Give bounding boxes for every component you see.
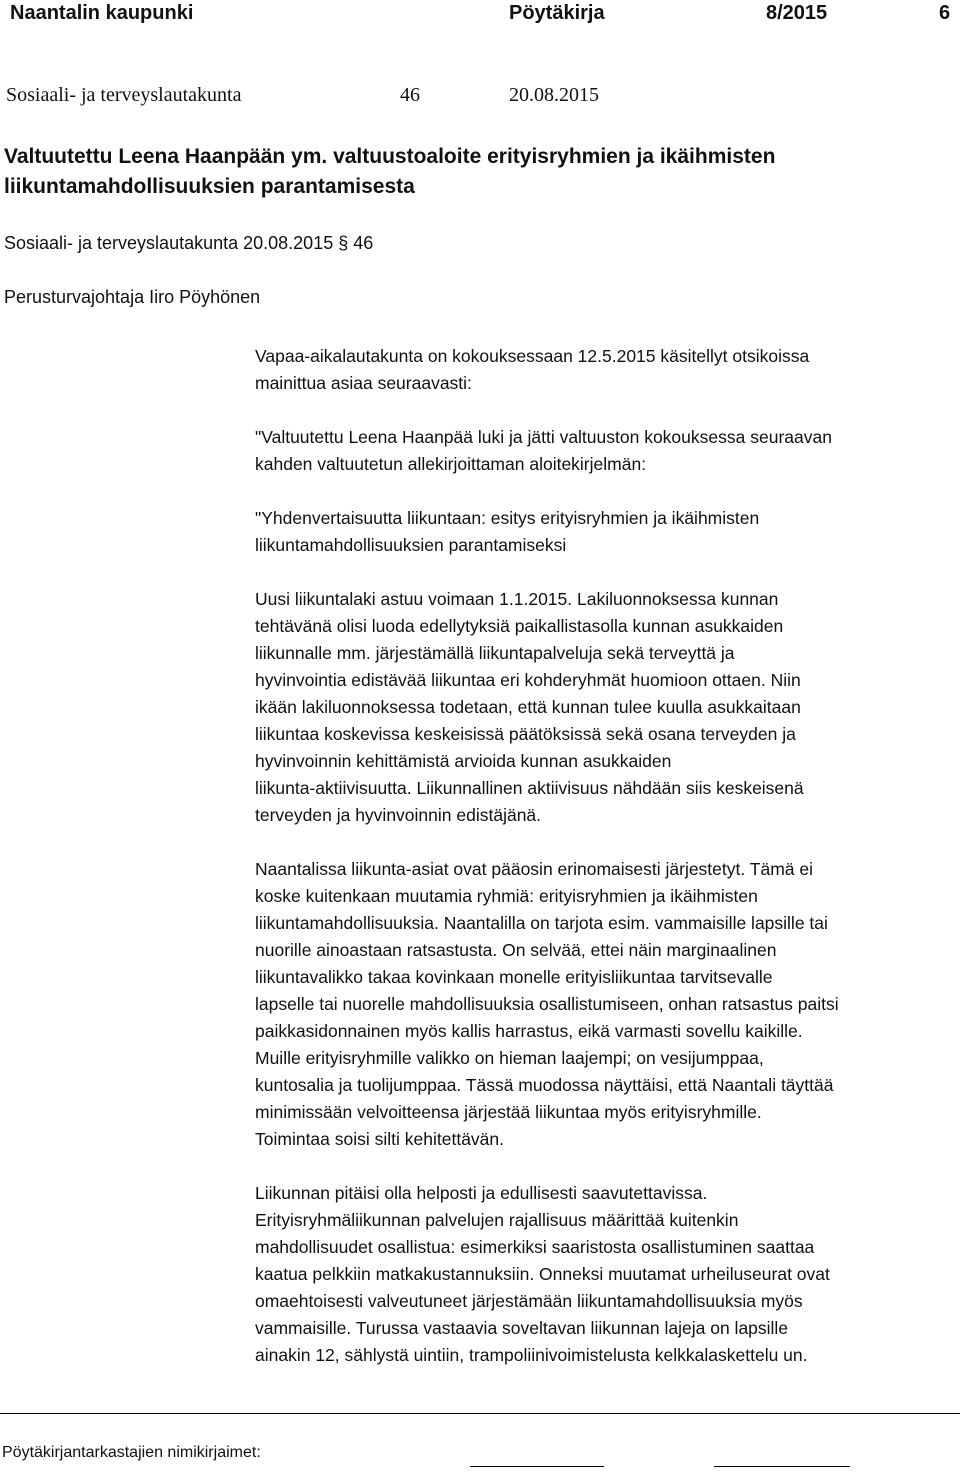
organization-name: Naantalin kaupunki [10,2,194,24]
meeting-date: 20.08.2015 [509,84,599,106]
text-line: ikään lakiluonnoksessa todetaan, että kunnan tulee kuulla asukkaitaan [255,697,801,717]
paragraph [255,343,960,397]
document-type: Pöytäkirja [509,2,605,24]
text-line: ainakin 12, sählystä uintiin, trampoliinivoimistelusta kelkkalaskettelu un. [255,1345,808,1365]
text-line: terveyden ja hyvinvoinnin edistäjänä. [255,805,542,825]
text-line: Uusi liikuntalaki astuu voimaan 1.1.2015. Lakiluonnoksessa kunnan [255,589,779,609]
text-line: liikuntaa koskevissa keskeisissä päätöksissä sekä osana terveyden ja [255,724,796,744]
text-line: Toimintaa soisi silti kehitettävän. [255,1129,504,1149]
text-line: tehtävänä olisi luoda edellytyksiä paikallistasolla kunnan asukkaiden [255,616,784,636]
paragraph [255,424,960,478]
section-number: 46 [400,84,420,106]
document-number: 8/2015 [766,2,828,24]
signature-line-1[interactable] [470,1466,604,1467]
text-line: omaehtoisesti valveutuneet järjestämään liikuntamahdollisuuksia myös [255,1291,803,1311]
text-line: lapselle tai nuorelle mahdollisuuksia osallistumiseen, onhan ratsastus paitsi [255,994,839,1014]
footer-divider [0,1413,960,1414]
text-line: "Yhdenvertaisuutta liikuntaan: esitys erityisryhmien ja ikäihmisten [255,508,760,528]
paragraph [255,856,960,1153]
page-number: 6 [939,2,951,24]
text-line: Muille erityisryhmille valikko on hieman laajempi; on vesijumppaa, [255,1048,764,1068]
text-line: kaatua pelkkiin matkakustannuksiin. Onneksi muutamat urheiluseurat ovat [255,1264,830,1284]
text-line: Erityisryhmäliikunnan palvelujen rajallisuus määrittää kuitenkin [255,1210,739,1230]
text-line: Naantalissa liikunta-asiat ovat pääosin erinomaisesti järjestetyt. Tämä ei [255,859,814,879]
text-line: liikuntamahdollisuuksia. Naantalilla on tarjota esim. vammaisille lapsille tai [255,913,828,933]
text-line: nuorille ainoastaan ratsastusta. On selvää, ettei näin marginaalinen [255,940,777,960]
text-line: mainittua asiaa seuraavasti: [255,373,472,393]
text-line: vammaisille. Turussa vastaavia soveltavan liikunnan lajeja on lapsille [255,1318,789,1338]
text-line: liikuntamahdollisuuksien parantamiseksi [255,535,567,555]
text-line: mahdollisuudet osallistua: esimerkiksi saaristosta osallistuminen saattaa [255,1237,815,1257]
signature-line-2[interactable] [714,1466,850,1467]
text-line: liikunnalle mm. järjestämällä liikuntapalveluja sekä terveyttä ja [255,643,735,663]
text-line: hyvinvoinnin kehittämistä arvioida kunnan asukkaiden [255,751,672,771]
text-line: kuntosalia ja tuolijumppaa. Tässä muodossa näyttäisi, että Naantali täyttää [255,1075,834,1095]
paragraph [255,586,960,829]
paragraph [255,1180,960,1369]
page-header [0,0,960,30]
preparer-line: Perusturvajohtaja Iiro Pöyhönen [4,287,261,307]
text-line: Vapaa-aikalautakunta on kokouksessaan 12.5.2015 käsitellyt otsikoissa [255,346,810,366]
text-line: "Valtuutettu Leena Haanpää luki ja jätti valtuuston kokouksessa seuraavan [255,427,832,447]
text-line: minimissään velvoitteensa järjestää liikuntaa myös erityisryhmille. [255,1102,762,1122]
signatures-label: Pöytäkirjantarkastajien nimikirjaimet: [2,1444,261,1461]
text-line: Liikunnan pitäisi olla helposti ja edullisesti saavutettavissa. [255,1183,708,1203]
item-title: Valtuutettu Leena Haanpään ym. valtuustoaloite erityisryhmien ja ikäihmisten liikuntamahdollisuuksien parantamisesta [4,145,776,198]
text-line: paikkasidonnainen myös kallis harrastus, eikä varmasti sovellu kaikille. [255,1021,803,1041]
document-body [255,343,960,1369]
handling-board-line: Sosiaali- ja terveyslautakunta 20.08.2015 § 46 [4,233,374,253]
board-name: Sosiaali- ja terveyslautakunta [6,84,242,106]
text-line: liikuntavalikko takaa kovinkaan monelle erityisliikuntaa tarvitsevalle [255,967,773,987]
text-line: liikunta-aktiivisuutta. Liikunnallinen aktiivisuus nähdään siis keskeisenä [255,778,804,798]
text-line: koske kuitenkaan muutamia ryhmiä: erityisryhmien ja ikäihmisten [255,886,758,906]
paragraph [255,505,960,559]
text-line: kahden valtuutetun allekirjoittaman aloitekirjelmän: [255,454,647,474]
text-line: hyvinvointia edistävää liikuntaa eri kohderyhmät huomioon ottaen. Niin [255,670,801,690]
meeting-info [0,84,960,108]
